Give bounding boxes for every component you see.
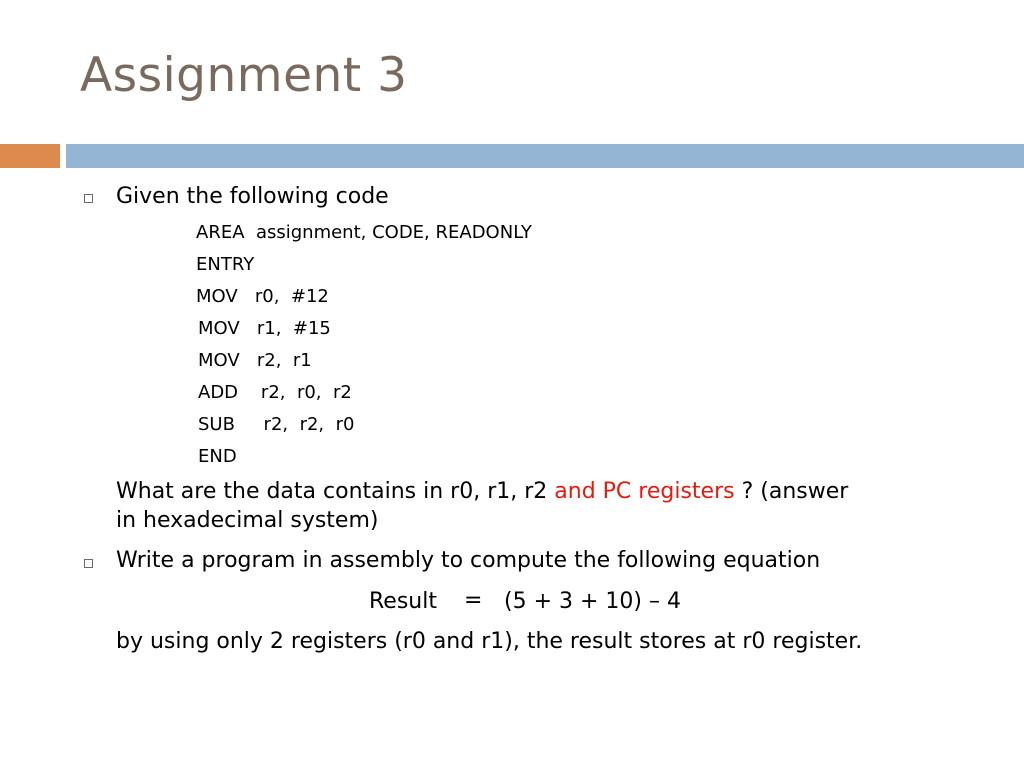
code-line: AREA assignment, CODE, READONLY [196, 222, 532, 243]
code-line: MOV r1, #15 [198, 318, 331, 339]
question-part2: ? (answer [734, 479, 849, 504]
code-line: END [198, 446, 237, 467]
question-part1: What are the data contains in r0, r1, r2 [116, 479, 555, 504]
bullet2-note: by using only 2 registers (r0 and r1), the result stores at r0 register. [116, 629, 863, 654]
question-text [116, 479, 848, 505]
accent-bar-blue [66, 144, 1024, 168]
accent-bar-orange [0, 144, 60, 168]
code-line: MOV r2, r1 [198, 350, 312, 371]
slide-title: Assignment 3 [80, 48, 408, 103]
equation-left: Result [369, 589, 437, 614]
square-bullet-icon [84, 559, 93, 568]
code-line: MOV r0, #12 [196, 286, 329, 307]
square-bullet-icon [84, 194, 93, 203]
code-line: ENTRY [196, 254, 255, 275]
code-line: SUB r2, r2, r0 [198, 414, 355, 435]
bullet2-heading: Write a program in assembly to compute the following equation [116, 548, 821, 573]
code-line: ADD r2, r0, r2 [198, 382, 352, 403]
equation-right: (5 + 3 + 10) – 4 [504, 589, 681, 614]
equation-sign: = [464, 588, 483, 613]
bullet1-heading: Given the following code [116, 184, 389, 209]
question-text-line2: in hexadecimal system) [116, 508, 379, 533]
question-highlight: and PC registers [554, 479, 735, 504]
